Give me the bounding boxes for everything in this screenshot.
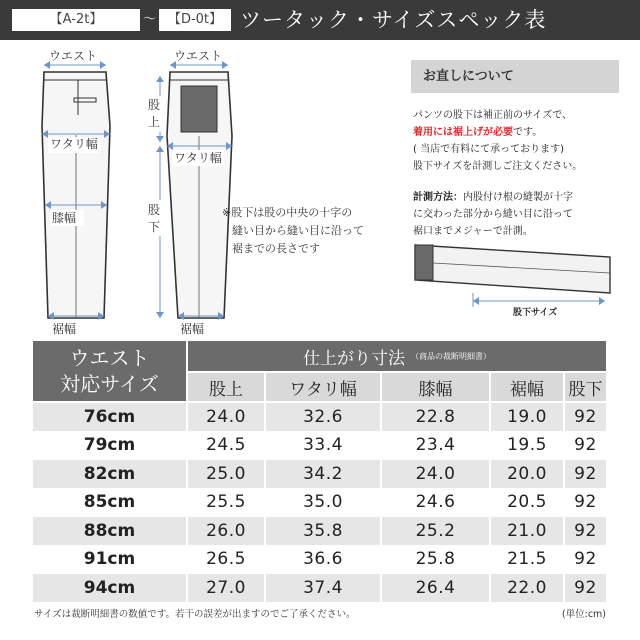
value-cell-suso: 20.0: [491, 460, 563, 488]
front-waist-label: ウエスト: [49, 49, 98, 63]
value-cell-suso: 21.0: [491, 517, 563, 545]
waist-size-header: [33, 341, 186, 401]
inseam-size-label: 股下サイズ: [513, 308, 558, 318]
header-tilde: ～: [143, 12, 157, 27]
waist-header-line-1: ウエスト: [69, 346, 150, 370]
value-cell-suso: 20.5: [491, 489, 563, 517]
front-suso-dimension: [48, 312, 104, 336]
value-cell-watari: 36.6: [266, 546, 380, 574]
measure-label: 計測方法：: [413, 192, 463, 203]
note-line-4: 股下サイズを計測しご注文ください。: [413, 161, 583, 172]
value-cell-mataue: 24.0: [188, 403, 264, 431]
value-cell-watari: 34.2: [266, 460, 380, 488]
value-cell-matashita: 92: [565, 403, 606, 431]
watari2-label: ワタリ幅: [174, 151, 222, 165]
size-cell: 79cm: [33, 432, 186, 460]
inseam-note-2: 縫い目から縫い目に沿って: [232, 224, 364, 237]
value-cell-hiza: 26.4: [382, 574, 489, 602]
value-cell-watari: 32.6: [266, 403, 380, 431]
size-cell: 88cm: [33, 517, 186, 545]
value-cell-matashita: 92: [565, 574, 606, 602]
value-cell-hiza: 24.0: [382, 460, 489, 488]
suso2-label: 裾幅: [180, 322, 205, 336]
column-header-matashita: 股下: [565, 373, 606, 401]
size-cell: 85cm: [33, 489, 186, 517]
value-cell-hiza: 24.6: [382, 489, 489, 517]
back-waist-dimension: [170, 49, 228, 69]
model-tag-start: [12, 9, 140, 31]
value-cell-mataue: 26.0: [188, 517, 264, 545]
mataue-label-2: 上: [148, 115, 161, 129]
measure-line-1: [413, 190, 573, 206]
value-cell-hiza: 25.2: [382, 517, 489, 545]
inseam-note: [222, 205, 364, 255]
page-title: ツータック・サイズスペック表: [240, 8, 547, 32]
value-cell-matashita: 92: [565, 517, 606, 545]
value-cell-suso: 19.5: [491, 432, 563, 460]
finish-header-sub: （商品の裁断明細書）: [411, 351, 491, 361]
value-cell-matashita: 92: [565, 432, 606, 460]
finish-dimensions-header: [188, 341, 606, 371]
value-cell-hiza: 25.8: [382, 546, 489, 574]
value-cell-matashita: 92: [565, 460, 606, 488]
suso-label: 裾幅: [52, 322, 77, 336]
value-cell-watari: 37.4: [266, 574, 380, 602]
model-tag-end: [159, 9, 231, 31]
value-cell-mataue: 25.0: [188, 460, 264, 488]
mataue-label-1: 股: [148, 98, 161, 112]
value-cell-matashita: 92: [565, 546, 606, 574]
value-cell-watari: 35.8: [266, 517, 380, 545]
column-header-hiza: 膝幅: [382, 373, 489, 401]
value-cell-mataue: 25.5: [188, 489, 264, 517]
inseam-note-1: ※股下は股の中央の十字の: [222, 206, 353, 219]
watari-label: ワタリ幅: [50, 137, 98, 151]
mataue-dimension: [146, 76, 164, 142]
waist-header-line-2: 対応サイズ: [60, 372, 159, 396]
measure-rest: 内股付け根の縫製が十字: [463, 192, 573, 203]
value-cell-mataue: 24.5: [188, 432, 264, 460]
value-cell-watari: 33.4: [266, 432, 380, 460]
inseam-note-3: 裾までの長さです: [232, 242, 320, 255]
front-waist-dimension: [44, 49, 106, 69]
value-cell-mataue: 26.5: [188, 546, 264, 574]
value-cell-suso: 19.0: [491, 403, 563, 431]
unit-note: (単位:cm): [561, 609, 606, 620]
model-tag-end-text: 【D-0t】: [167, 12, 223, 27]
column-header-mataue: 股上: [188, 373, 264, 401]
matashita-dimension: [146, 146, 164, 318]
hiza-label: 膝幅: [52, 211, 77, 225]
back-waist-label: ウエスト: [174, 49, 223, 63]
header-bar: [0, 0, 640, 40]
alteration-heading: [411, 60, 619, 93]
column-header-suso: 裾幅: [491, 373, 563, 401]
note-line-2-rest: です。: [513, 127, 543, 138]
value-cell-matashita: 92: [565, 489, 606, 517]
model-tag-start-text: 【A-2t】: [49, 12, 103, 27]
value-cell-suso: 21.5: [491, 546, 563, 574]
back-pants-figure: [167, 72, 232, 318]
front-pants-figure: [42, 72, 110, 318]
size-cell: 76cm: [33, 403, 186, 431]
back-watari-dimension: [167, 142, 232, 166]
value-cell-hiza: 23.4: [382, 432, 489, 460]
size-cell: 82cm: [33, 460, 186, 488]
measure-line-2: に交わった部分から縫い目に沿って: [413, 209, 573, 220]
inseam-measure-illustration: [405, 235, 620, 320]
value-cell-suso: 22.0: [491, 574, 563, 602]
finish-header-text: 仕上がり寸法: [303, 348, 405, 369]
value-cell-mataue: 27.0: [188, 574, 264, 602]
value-cell-watari: 35.0: [266, 489, 380, 517]
footer-note: サイズは裁断明細書の数値です。若干の誤差が出ますのでご了承ください。: [34, 609, 356, 620]
note-line-3: ( 当店で有料にて承っております): [413, 144, 564, 155]
column-header-watari: ワタリ幅: [266, 373, 380, 401]
size-cell: 94cm: [33, 574, 186, 602]
measure-line-3: 裾口までメジャーで計測。: [413, 226, 533, 237]
pants-diagram: [0, 40, 400, 340]
note-line-1: パンツの股下は補正前のサイズで、: [413, 110, 572, 121]
back-suso-dimension: [178, 312, 224, 336]
alteration-heading-text: お直しについて: [423, 69, 514, 84]
size-cell: 91cm: [33, 546, 186, 574]
hemming-required-text: 着用には裾上げが必要: [413, 127, 513, 138]
size-spec-table: [33, 341, 606, 601]
value-cell-hiza: 22.8: [382, 403, 489, 431]
note-line-2: [413, 125, 542, 141]
matashita-label-2: 下: [148, 220, 161, 234]
matashita-label-1: 股: [148, 203, 161, 217]
